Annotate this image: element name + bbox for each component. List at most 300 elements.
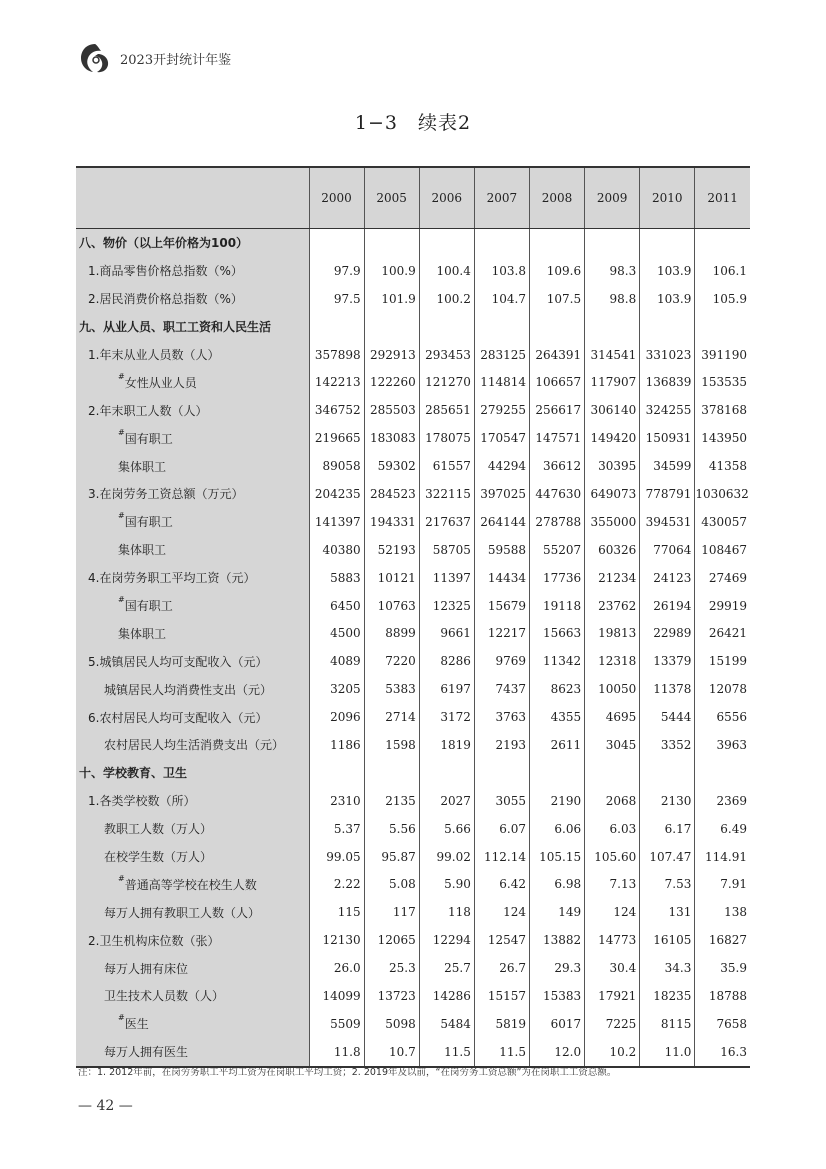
year-header: 2008 (530, 167, 585, 229)
row-label-text: 2.年末职工人数（人） (88, 403, 208, 418)
value-cell: 23762 (585, 592, 640, 620)
value-cell: 10050 (585, 675, 640, 703)
value-cell: 378168 (695, 396, 750, 424)
value-cell: 3172 (419, 703, 474, 731)
value-cell: 19813 (585, 619, 640, 647)
value-cell: 29919 (695, 592, 750, 620)
value-cell: 5098 (364, 1010, 419, 1038)
value-cell: 117907 (585, 368, 640, 396)
row-label (76, 536, 309, 564)
value-cell: 15663 (530, 619, 585, 647)
value-cell: 256617 (530, 396, 585, 424)
value-cell: 98.3 (585, 257, 640, 285)
value-cell: 8623 (530, 675, 585, 703)
row-label (76, 257, 309, 285)
row-label (76, 229, 309, 257)
row-label (76, 675, 309, 703)
value-cell: 26194 (640, 592, 695, 620)
value-cell: 3055 (474, 787, 529, 815)
value-cell: 430057 (695, 508, 750, 536)
value-cell (695, 759, 750, 787)
value-cell: 143950 (695, 424, 750, 452)
value-cell: 2135 (364, 787, 419, 815)
value-cell: 29.3 (530, 954, 585, 982)
row-label (76, 815, 309, 843)
value-cell: 357898 (309, 341, 364, 369)
value-cell: 41358 (695, 452, 750, 480)
table-footnote: 注：1. 2012年前，在岗劳务职工平均工资为在岗职工平均工资；2. 2019年及以前，“在岗劳务工资总额”为在岗职工工资总额。 (78, 1067, 617, 1078)
value-cell: 1819 (419, 731, 474, 759)
table-row (76, 508, 750, 536)
row-label (76, 619, 309, 647)
row-label-text: 集体职工 (118, 459, 167, 474)
section-row (76, 313, 750, 341)
value-cell: 278788 (530, 508, 585, 536)
table-row (76, 1010, 750, 1038)
value-cell: 59302 (364, 452, 419, 480)
value-cell: 25.3 (364, 954, 419, 982)
value-cell: 124 (585, 898, 640, 926)
table-row (76, 424, 750, 452)
row-label (76, 926, 309, 954)
value-cell: 4355 (530, 703, 585, 731)
value-cell: 21234 (585, 564, 640, 592)
value-cell: 105.15 (530, 843, 585, 871)
value-cell: 9661 (419, 619, 474, 647)
row-label-text: 集体职工 (118, 543, 167, 558)
row-label (76, 341, 309, 369)
value-cell: 284523 (364, 480, 419, 508)
value-cell: 314541 (585, 341, 640, 369)
row-marker: # (118, 1013, 125, 1023)
value-cell: 6450 (309, 592, 364, 620)
row-label (76, 508, 309, 536)
value-cell: 15157 (474, 982, 529, 1010)
value-cell: 7.53 (640, 870, 695, 898)
value-cell: 141397 (309, 508, 364, 536)
page-header (78, 38, 231, 78)
row-marker: # (118, 371, 125, 381)
value-cell: 217637 (419, 508, 474, 536)
value-cell: 13723 (364, 982, 419, 1010)
value-cell: 22989 (640, 619, 695, 647)
row-label-text: 1.商品零售价格总指数（%） (88, 264, 243, 279)
table-row (76, 368, 750, 396)
value-cell: 7220 (364, 647, 419, 675)
row-label (76, 1038, 309, 1067)
value-cell: 6.07 (474, 815, 529, 843)
table-row (76, 815, 750, 843)
value-cell: 12294 (419, 926, 474, 954)
value-cell: 355000 (585, 508, 640, 536)
value-cell: 58705 (419, 536, 474, 564)
value-cell: 11.5 (419, 1038, 474, 1067)
value-cell: 55207 (530, 536, 585, 564)
value-cell: 15199 (695, 647, 750, 675)
value-cell: 292913 (364, 341, 419, 369)
value-cell: 6.06 (530, 815, 585, 843)
row-label (76, 898, 309, 926)
value-cell: 264144 (474, 508, 529, 536)
row-label-text: 每万人拥有床位 (104, 961, 189, 976)
table-row (76, 452, 750, 480)
row-label-text: 1.年末从业人员数（人） (88, 348, 220, 362)
value-cell: 447630 (530, 480, 585, 508)
row-label-text: 城镇居民人均消费性支出（元） (104, 682, 273, 697)
value-cell: 391190 (695, 341, 750, 369)
row-label (76, 452, 309, 480)
value-cell: 5819 (474, 1010, 529, 1038)
table-row (76, 982, 750, 1010)
value-cell: 12.0 (530, 1038, 585, 1067)
value-cell: 397025 (474, 480, 529, 508)
table-row (76, 564, 750, 592)
value-cell: 219665 (309, 424, 364, 452)
value-cell: 3205 (309, 675, 364, 703)
value-cell: 15679 (474, 592, 529, 620)
value-cell: 15383 (530, 982, 585, 1010)
value-cell: 105.9 (695, 285, 750, 313)
value-cell: 7225 (585, 1010, 640, 1038)
value-cell: 99.05 (309, 843, 364, 871)
value-cell: 115 (309, 898, 364, 926)
value-cell (364, 313, 419, 341)
value-cell: 114814 (474, 368, 529, 396)
yearbook-title: 2023开封统计年鉴 (120, 52, 232, 68)
value-cell: 27469 (695, 564, 750, 592)
row-marker: # (118, 511, 125, 521)
value-cell: 105.60 (585, 843, 640, 871)
value-cell: 100.2 (419, 285, 474, 313)
value-cell: 95.87 (364, 843, 419, 871)
row-label-text: 国有职工 (124, 599, 173, 614)
value-cell: 138 (695, 898, 750, 926)
value-cell (364, 759, 419, 787)
value-cell: 40380 (309, 536, 364, 564)
value-cell: 16.3 (695, 1038, 750, 1067)
year-header: 2007 (474, 167, 529, 229)
table-row (76, 703, 750, 731)
value-cell: 14099 (309, 982, 364, 1010)
value-cell: 170547 (474, 424, 529, 452)
value-cell: 11.5 (474, 1038, 529, 1067)
row-label (76, 731, 309, 759)
statistics-table (76, 166, 750, 1068)
value-cell: 36612 (530, 452, 585, 480)
value-cell: 147571 (530, 424, 585, 452)
value-cell: 77064 (640, 536, 695, 564)
value-cell: 14434 (474, 564, 529, 592)
row-label-text: 2.居民消费价格总指数（%） (88, 292, 243, 307)
value-cell: 1186 (309, 731, 364, 759)
row-label (76, 368, 309, 396)
row-label-text: 农村居民人均生活消费支出（元） (104, 738, 285, 753)
value-cell (364, 229, 419, 257)
value-cell: 100.9 (364, 257, 419, 285)
value-cell: 322115 (419, 480, 474, 508)
value-cell: 14773 (585, 926, 640, 954)
value-cell: 44294 (474, 452, 529, 480)
value-cell: 11342 (530, 647, 585, 675)
value-cell: 183083 (364, 424, 419, 452)
table-row (76, 870, 750, 898)
table-row (76, 731, 750, 759)
value-cell: 331023 (640, 341, 695, 369)
value-cell: 2190 (530, 787, 585, 815)
value-cell (530, 759, 585, 787)
value-cell: 10.2 (585, 1038, 640, 1067)
row-label (76, 982, 309, 1010)
table-row (76, 396, 750, 424)
value-cell: 2369 (695, 787, 750, 815)
value-cell: 194331 (364, 508, 419, 536)
value-cell: 61557 (419, 452, 474, 480)
value-cell: 104.7 (474, 285, 529, 313)
value-cell: 98.8 (585, 285, 640, 313)
value-cell: 12078 (695, 675, 750, 703)
value-cell: 24123 (640, 564, 695, 592)
table-row (76, 647, 750, 675)
value-cell: 12065 (364, 926, 419, 954)
table-title: 1−3 续表2 (354, 112, 472, 134)
value-cell: 109.6 (530, 257, 585, 285)
value-cell: 5883 (309, 564, 364, 592)
value-cell: 10.7 (364, 1038, 419, 1067)
table-body (76, 229, 750, 1067)
table-row (76, 954, 750, 982)
value-cell: 97.5 (309, 285, 364, 313)
year-header: 2006 (419, 167, 474, 229)
row-label (76, 954, 309, 982)
value-cell: 3963 (695, 731, 750, 759)
value-cell: 12217 (474, 619, 529, 647)
header-label-cell (76, 167, 309, 229)
value-cell: 12547 (474, 926, 529, 954)
value-cell: 6.03 (585, 815, 640, 843)
row-label (76, 313, 309, 341)
value-cell: 149420 (585, 424, 640, 452)
value-cell: 131 (640, 898, 695, 926)
value-cell: 7437 (474, 675, 529, 703)
value-cell: 6197 (419, 675, 474, 703)
value-cell: 283125 (474, 341, 529, 369)
row-label (76, 647, 309, 675)
value-cell: 7.91 (695, 870, 750, 898)
value-cell: 7658 (695, 1010, 750, 1038)
value-cell: 153535 (695, 368, 750, 396)
value-cell: 136839 (640, 368, 695, 396)
value-cell: 5509 (309, 1010, 364, 1038)
value-cell: 16105 (640, 926, 695, 954)
row-label-text: 3.在岗劳务工资总额（万元） (88, 487, 244, 502)
value-cell: 121270 (419, 368, 474, 396)
value-cell: 4695 (585, 703, 640, 731)
value-cell (585, 313, 640, 341)
value-cell (309, 229, 364, 257)
value-cell (640, 759, 695, 787)
table-row (76, 341, 750, 369)
row-label (76, 564, 309, 592)
value-cell: 10121 (364, 564, 419, 592)
value-cell: 4500 (309, 619, 364, 647)
value-cell: 2.22 (309, 870, 364, 898)
value-cell: 17736 (530, 564, 585, 592)
value-cell: 26421 (695, 619, 750, 647)
value-cell: 5.37 (309, 815, 364, 843)
value-cell: 103.8 (474, 257, 529, 285)
value-cell: 285651 (419, 396, 474, 424)
value-cell: 12318 (585, 647, 640, 675)
value-cell (585, 759, 640, 787)
value-cell: 118 (419, 898, 474, 926)
value-cell: 11.8 (309, 1038, 364, 1067)
row-marker: # (118, 427, 125, 437)
row-marker: # (118, 873, 125, 883)
table-row (76, 843, 750, 871)
table-row (76, 480, 750, 508)
row-label (76, 870, 309, 898)
value-cell: 12325 (419, 592, 474, 620)
row-label (76, 759, 309, 787)
value-cell: 142213 (309, 368, 364, 396)
value-cell: 204235 (309, 480, 364, 508)
value-cell: 99.02 (419, 843, 474, 871)
value-cell: 3763 (474, 703, 529, 731)
value-cell: 112.14 (474, 843, 529, 871)
table-row (76, 536, 750, 564)
value-cell: 13379 (640, 647, 695, 675)
row-label-text: 国有职工 (124, 431, 173, 446)
row-label (76, 285, 309, 313)
value-cell: 18788 (695, 982, 750, 1010)
value-cell: 101.9 (364, 285, 419, 313)
row-label (76, 843, 309, 871)
value-cell: 107.5 (530, 285, 585, 313)
value-cell: 117 (364, 898, 419, 926)
value-cell: 6.49 (695, 815, 750, 843)
value-cell: 26.7 (474, 954, 529, 982)
row-label-text: 医生 (124, 1017, 149, 1032)
value-cell: 122260 (364, 368, 419, 396)
row-label (76, 480, 309, 508)
row-label (76, 1010, 309, 1038)
table-row (76, 675, 750, 703)
value-cell: 9769 (474, 647, 529, 675)
value-cell: 5.90 (419, 870, 474, 898)
value-cell: 5.08 (364, 870, 419, 898)
value-cell: 8115 (640, 1010, 695, 1038)
table-row (76, 592, 750, 620)
value-cell: 293453 (419, 341, 474, 369)
value-cell: 13882 (530, 926, 585, 954)
value-cell: 12130 (309, 926, 364, 954)
value-cell (419, 229, 474, 257)
value-cell: 26.0 (309, 954, 364, 982)
table-row (76, 619, 750, 647)
value-cell: 5.56 (364, 815, 419, 843)
value-cell: 30.4 (585, 954, 640, 982)
table-header-row (76, 167, 750, 229)
value-cell: 150931 (640, 424, 695, 452)
value-cell: 11378 (640, 675, 695, 703)
value-cell (695, 313, 750, 341)
yearbook-logo-icon (78, 41, 112, 75)
value-cell: 103.9 (640, 257, 695, 285)
row-label-text: 普通高等学校在校生人数 (124, 877, 257, 892)
year-header: 2000 (309, 167, 364, 229)
value-cell: 6556 (695, 703, 750, 731)
value-cell: 149 (530, 898, 585, 926)
value-cell: 11.0 (640, 1038, 695, 1067)
value-cell: 10763 (364, 592, 419, 620)
value-cell: 103.9 (640, 285, 695, 313)
value-cell: 114.91 (695, 843, 750, 871)
row-label-text: 在校学生数（万人） (104, 850, 213, 865)
row-label-text: 2.卫生机构床位数（张） (88, 933, 220, 948)
value-cell: 100.4 (419, 257, 474, 285)
value-cell: 285503 (364, 396, 419, 424)
year-header: 2009 (585, 167, 640, 229)
row-label-text: 国有职工 (124, 515, 173, 530)
value-cell: 2193 (474, 731, 529, 759)
row-label-text: 教职工人数（万人） (104, 822, 213, 837)
value-cell: 178075 (419, 424, 474, 452)
value-cell (309, 759, 364, 787)
value-cell (695, 229, 750, 257)
value-cell: 52193 (364, 536, 419, 564)
value-cell (474, 759, 529, 787)
value-cell: 5.66 (419, 815, 474, 843)
page-number: — 42 — (78, 1098, 133, 1114)
row-label (76, 396, 309, 424)
value-cell: 649073 (585, 480, 640, 508)
value-cell: 89058 (309, 452, 364, 480)
section-row (76, 229, 750, 257)
value-cell (640, 229, 695, 257)
row-label-text: 1.各类学校数（所） (88, 794, 196, 809)
value-cell: 8286 (419, 647, 474, 675)
value-cell: 1598 (364, 731, 419, 759)
value-cell: 25.7 (419, 954, 474, 982)
row-marker: # (118, 595, 125, 605)
value-cell: 2096 (309, 703, 364, 731)
value-cell (419, 313, 474, 341)
value-cell: 108467 (695, 536, 750, 564)
table-row (76, 787, 750, 815)
row-label-text: 6.农村居民人均可支配收入（元） (88, 710, 268, 725)
row-label-text: 十、学校教育、卫生 (79, 766, 188, 781)
value-cell: 16827 (695, 926, 750, 954)
value-cell: 2310 (309, 787, 364, 815)
value-cell: 60326 (585, 536, 640, 564)
value-cell: 2068 (585, 787, 640, 815)
value-cell: 97.9 (309, 257, 364, 285)
year-header: 2010 (640, 167, 695, 229)
value-cell: 778791 (640, 480, 695, 508)
value-cell: 124 (474, 898, 529, 926)
value-cell: 3045 (585, 731, 640, 759)
value-cell: 11397 (419, 564, 474, 592)
value-cell: 17921 (585, 982, 640, 1010)
row-label-text: 集体职工 (118, 626, 167, 641)
value-cell (474, 313, 529, 341)
value-cell: 7.13 (585, 870, 640, 898)
value-cell: 4089 (309, 647, 364, 675)
value-cell (640, 313, 695, 341)
value-cell: 5383 (364, 675, 419, 703)
row-label (76, 787, 309, 815)
value-cell: 2130 (640, 787, 695, 815)
